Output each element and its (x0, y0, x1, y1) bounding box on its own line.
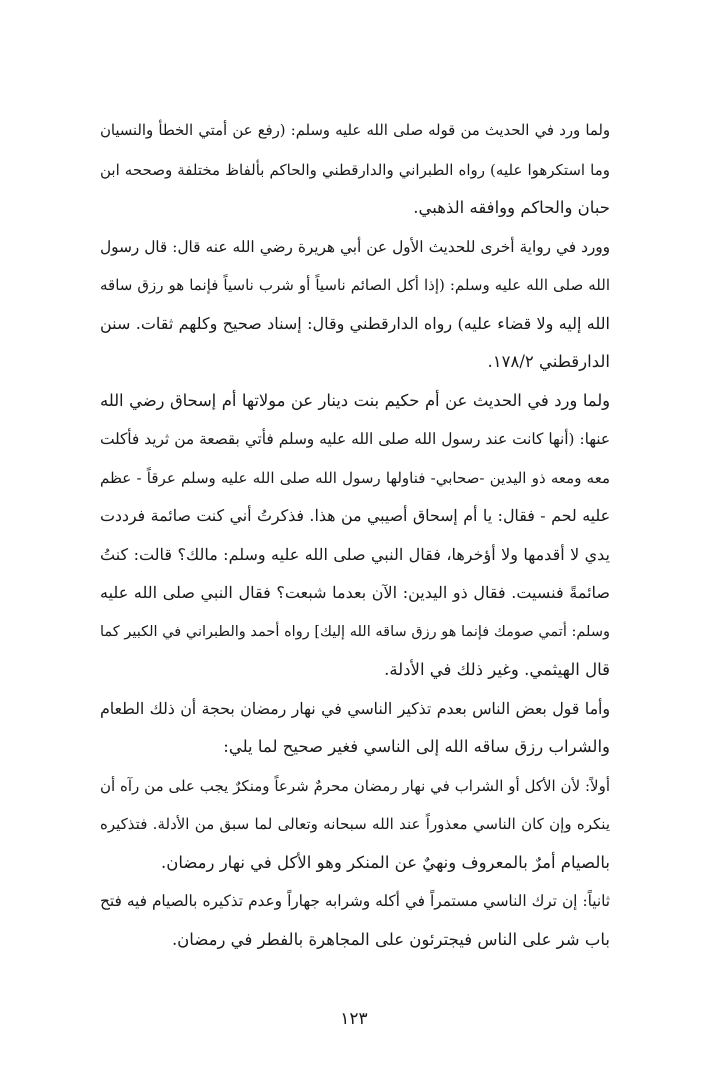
text-line: ولما ورد في الحديث من قوله صلى الله عليه وسلم: (رفع عن أمتي الخطأ والنسيان (100, 122, 610, 139)
text-line: معه ومعه ذو اليدين -صحابي- فناولها رسول الله صلى الله عليه وسلم عرقاً - عظم (100, 468, 610, 487)
text-line: قال الهيثمي. وغير ذلك في الأدلة. (384, 660, 610, 679)
text-line: يدي لا أقدمها ولا أؤخرها، فقال النبي صلى الله عليه وسلم: مالك؟ قالت: كنتُ (100, 544, 610, 564)
text-line: وما استكرهوا عليه) رواه الطبراني والدارقطني والحاكم بألفاظ مختلفة وصححه ابن (100, 160, 610, 179)
text-line: عنها: (أنها كانت عند رسول الله صلى الله عليه وسلم فأتي بقصعة من ثريد فأكلت (100, 430, 610, 448)
text-line: أولاً: لأن الأكل أو الشراب في نهار رمضان محرمٌ شرعاً ومنكرٌ يجب على من رآه أن (100, 776, 610, 795)
text-line: ثانياً: إن ترك الناسي مستمراً في أكله وشرابه جهاراً وعدم تذكيره بالصيام فيه فتح (100, 892, 610, 910)
body-text (100, 112, 610, 959)
text-line: الدارقطني ١٧٨/٢. (487, 352, 610, 371)
text-line: والشراب رزق ساقه الله إلى الناسي فغير صحيح لما يلي: (223, 737, 610, 756)
text-line: باب شر على الناس فيجترئون على المجاهرة بالفطر في رمضان. (171, 929, 610, 949)
text-line: الله صلى الله عليه وسلم: (إذا أكل الصائم ناسياً أو شرب ناسياً فإنما هو رزق ساقه (100, 276, 610, 294)
page-number: ١٢٣ (340, 1009, 368, 1029)
text-line: ينكره وإن كان الناسي معذوراً عند الله سبحانه وتعالى لما سبق من الأدلة. فتذكيره (100, 815, 610, 833)
text-line: صائمةً فنسيت. فقال ذو اليدين: الآن بعدما شبعت؟ فقال النبي صلى الله عليه (100, 583, 610, 602)
text-line: عليه لحم - فقال: يا أم إسحاق أصيبي من هذا. فذكرتُ أني كنت صائمة فرددت (100, 506, 610, 525)
text-line: وسلم: أتمي صومك فإنما هو رزق ساقه الله إليك] رواه أحمد والطبراني في الكبير كما (100, 623, 610, 640)
text-line: وورد في رواية أخرى للحديث الأول عن أبي هريرة رضي الله عنه قال: قال رسول (100, 237, 610, 256)
text-line: وأما قول بعض الناس بعدم تذكير الناسي في نهار رمضان بحجة أن ذلك الطعام (100, 698, 610, 718)
text-line: بالصيام أمرٌ بالمعروف ونهيٌ عن المنكر وهو الأكل في نهار رمضان. (160, 852, 610, 872)
text-line: الله إليه ولا قضاء عليه) رواه الدارقطني وقال: إسناد صحيح وكلهم ثقات. سنن (100, 313, 610, 333)
text-line: ولما ورد في الحديث عن أم حكيم بنت دينار عن مولاتها أم إسحاق رضي الله (100, 390, 610, 410)
text-line: حبان والحاكم ووافقه الذهبي. (413, 198, 610, 217)
